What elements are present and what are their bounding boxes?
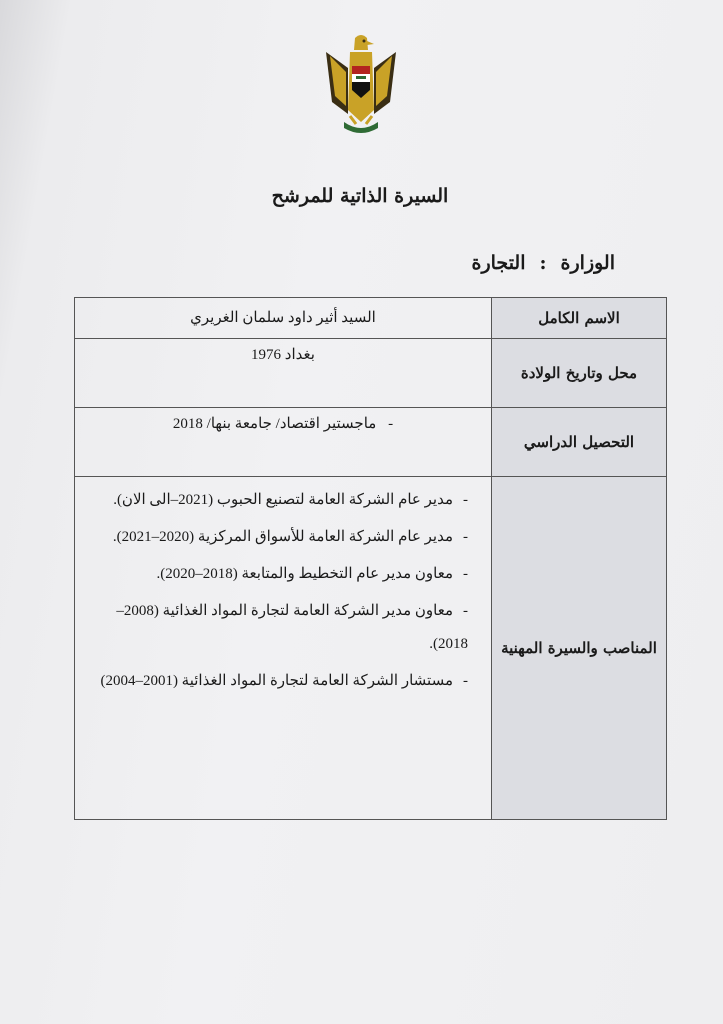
coat-of-arms-icon [322,32,400,136]
career-value [75,477,492,820]
page-title: السيرة الذاتية للمرشح [271,185,449,207]
full-name-label: الاسم الكامل [492,298,667,339]
education-value [75,408,492,477]
list-item [98,665,468,698]
table-row [75,298,667,339]
list-item [98,521,468,554]
bullet: - [463,673,468,689]
position-text: مدير عام الشركة العامة للأسواق المركزية (2020–2021). [112,529,453,545]
full-name-value: السيد أثير داود سلمان الغريري [75,298,492,339]
ministry-value: التجارة [471,252,526,274]
table-row [75,408,667,477]
table-row [75,477,667,820]
position-text: معاون مدير عام التخطيط والمتابعة (2018–2020). [156,566,453,582]
positions-list [76,478,490,698]
bullet: - [463,492,468,508]
ministry-line [415,252,615,274]
ministry-label: الوزارة [560,252,615,274]
bullet: - [388,416,394,432]
education-text: ماجستير اقتصاد/ جامعة بنها/ 2018 [172,416,377,432]
position-text: مدير عام الشركة العامة لتصنيع الحبوب (2021–الى الان). [113,492,453,508]
list-item [98,595,468,661]
career-label: المناصب والسيرة المهنية [492,477,667,820]
list-item [98,484,468,517]
table-row [75,339,667,408]
bullet: - [463,566,468,582]
bullet: - [463,603,468,619]
birth-value: بغداد 1976 [75,339,492,408]
position-text: معاون مدير الشركة العامة لتجارة المواد الغذائية (2008–2018). [116,603,468,652]
position-text: مستشار الشركة العامة لتجارة المواد الغذائية (2001–2004) [100,673,453,689]
education-label: التحصيل الدراسي [492,408,667,477]
birth-label: محل وتاريخ الولادة [492,339,667,408]
cv-table [74,297,667,820]
list-item [98,558,468,591]
ministry-separator: : [539,252,547,274]
bullet: - [463,529,468,545]
